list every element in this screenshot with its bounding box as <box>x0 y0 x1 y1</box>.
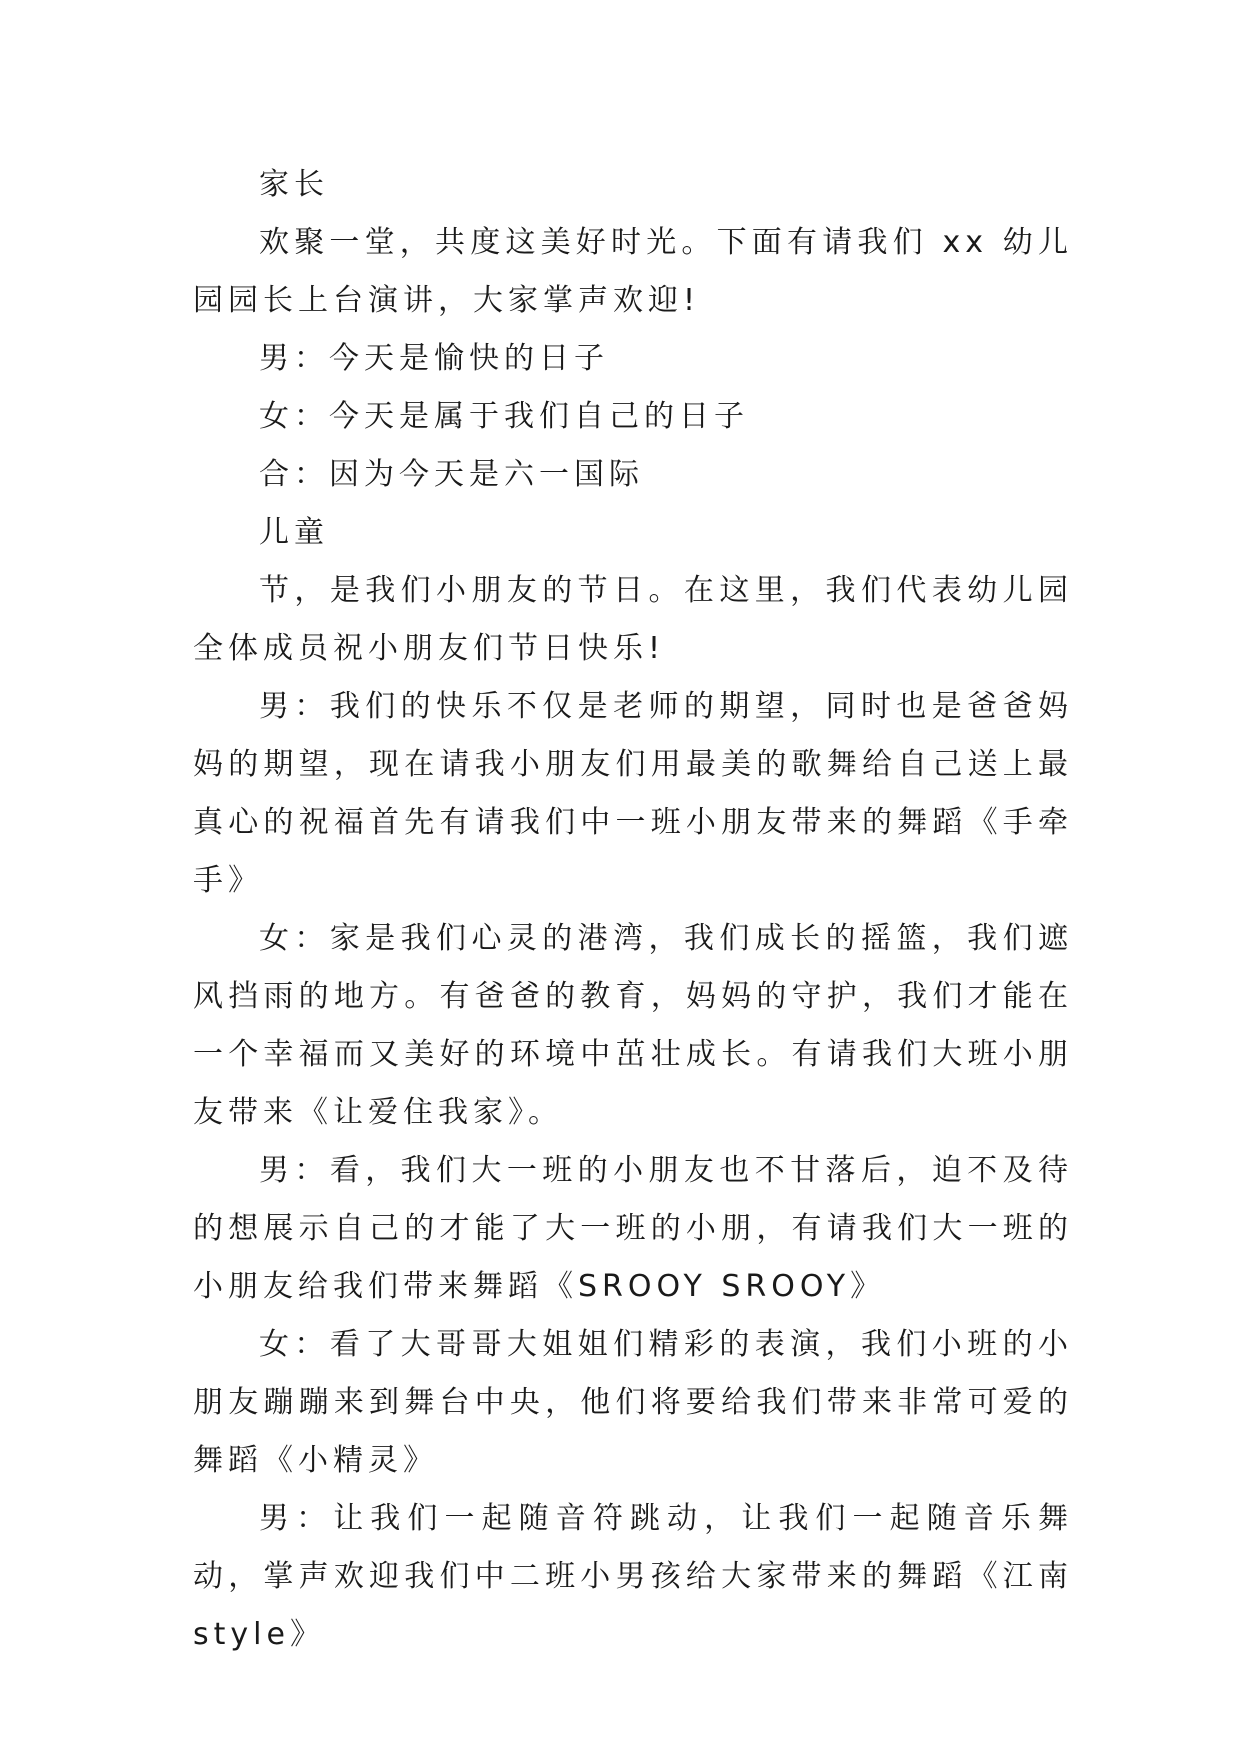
paragraph: 男：看，我们大一班的小朋友也不甘落后，迫不及待的想展示自己的才能了大一班的小朋，有请我们大一班的小朋友给我们带来舞蹈《SROOY SROOY》 <box>193 1153 1073 1304</box>
document-body <box>193 156 1073 1664</box>
paragraph: 女：家是我们心灵的港湾，我们成长的摇篮，我们遮风挡雨的地方。有爸爸的教育，妈妈的守护，我们才能在一个幸福而又美好的环境中茁壮成长。有请我们大班小朋友带来《让爱住我家》。 <box>193 921 1073 1130</box>
paragraph: 家长 <box>259 167 329 202</box>
paragraph: 女：看了大哥哥大姐姐们精彩的表演，我们小班的小朋友蹦蹦来到舞台中央，他们将要给我们带来非常可爱的舞蹈《小精灵》 <box>193 1327 1073 1478</box>
paragraph: 欢聚一堂，共度这美好时光。下面有请我们 xx 幼儿园园长上台演讲，大家掌声欢迎! <box>193 225 1073 318</box>
paragraph: 男：我们的快乐不仅是老师的期望，同时也是爸爸妈妈的期望，现在请我小朋友们用最美的歌舞给自己送上最真心的祝福首先有请我们中一班小朋友带来的舞蹈《手牵手》 <box>193 689 1073 898</box>
paragraph: 男：今天是愉快的日子 <box>259 341 609 376</box>
paragraph: 儿童 <box>259 515 329 550</box>
paragraph: 男：让我们一起随音符跳动，让我们一起随音乐舞动，掌声欢迎我们中二班小男孩给大家带来的舞蹈《江南 style》 <box>193 1501 1073 1652</box>
paragraph: 节，是我们小朋友的节日。在这里，我们代表幼儿园全体成员祝小朋友们节日快乐! <box>193 573 1073 666</box>
paragraph: 合：因为今天是六一国际 <box>259 457 644 492</box>
paragraph: 女：今天是属于我们自己的日子 <box>259 399 749 434</box>
